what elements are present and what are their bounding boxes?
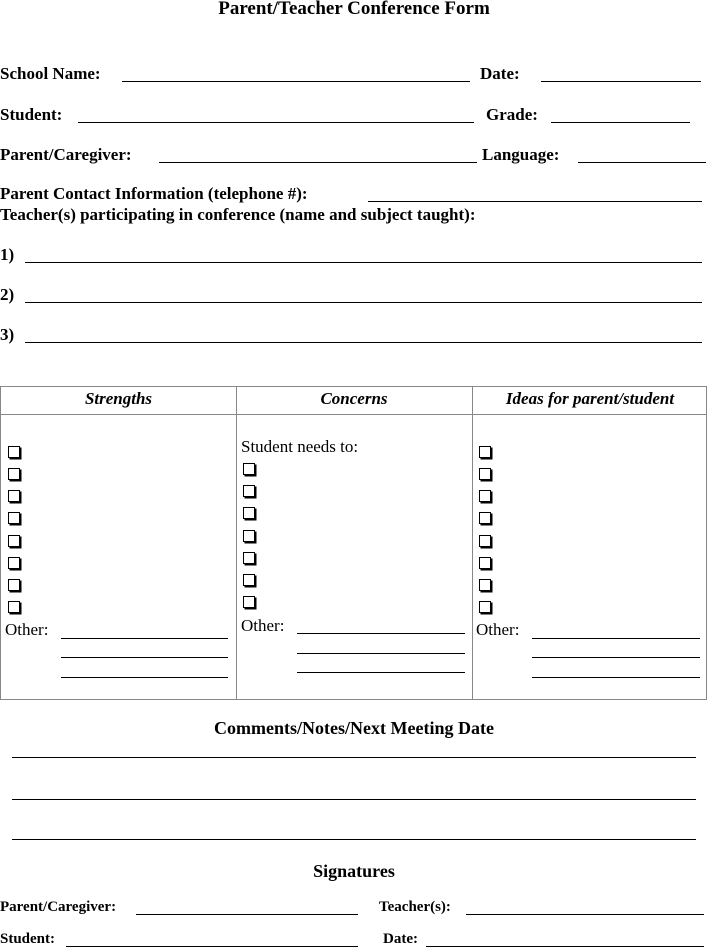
student-field[interactable]: [78, 122, 474, 123]
checkbox-icon[interactable]: [243, 507, 255, 519]
sig-teacher-field[interactable]: [466, 914, 704, 915]
comments-heading: Comments/Notes/Next Meeting Date: [214, 718, 494, 738]
sig-parent-label: Parent/Caregiver:: [0, 899, 117, 915]
parent-field[interactable]: [159, 162, 477, 163]
checkbox-icon[interactable]: [243, 596, 255, 608]
sig-student-field[interactable]: [66, 946, 358, 947]
column-divider: [236, 387, 237, 699]
ideas-other-line[interactable]: [532, 657, 700, 658]
strengths-other-line[interactable]: [61, 677, 228, 678]
concerns-other-line[interactable]: [297, 672, 465, 673]
checkbox-icon[interactable]: [479, 446, 491, 458]
ideas-other-line[interactable]: [532, 638, 700, 639]
page-title: Parent/Teacher Conference Form: [218, 0, 490, 19]
teacher-row-3-field[interactable]: [25, 342, 702, 343]
sig-parent-field[interactable]: [136, 914, 358, 915]
strengths-other-label: Other:: [5, 620, 49, 639]
checkbox-icon[interactable]: [243, 485, 255, 497]
checkbox-icon[interactable]: [8, 601, 20, 613]
checkbox-icon[interactable]: [8, 535, 20, 547]
teacher-row-1-field[interactable]: [25, 262, 702, 263]
parent-label: Parent/Caregiver:: [0, 145, 132, 164]
teacher-row-3-label: 3): [0, 325, 15, 344]
signatures-heading: Signatures: [313, 861, 395, 881]
checkbox-icon[interactable]: [8, 468, 20, 480]
header-ideas: Ideas for parent/student: [505, 389, 675, 408]
checkbox-icon[interactable]: [243, 574, 255, 586]
concerns-other-line[interactable]: [297, 653, 465, 654]
checkbox-icon[interactable]: [479, 557, 491, 569]
teacher-row-2-label: 2): [0, 285, 15, 304]
language-field[interactable]: [578, 162, 706, 163]
sig-student-label: Student:: [0, 931, 56, 947]
header-strengths: Strengths: [84, 389, 153, 408]
checkbox-icon[interactable]: [479, 579, 491, 591]
strengths-other-line[interactable]: [61, 657, 228, 658]
comments-line[interactable]: [12, 839, 696, 840]
checkbox-icon[interactable]: [8, 579, 20, 591]
checkbox-icon[interactable]: [479, 512, 491, 524]
teacher-row-2-field[interactable]: [25, 302, 702, 303]
checkbox-icon[interactable]: [479, 490, 491, 502]
comments-line[interactable]: [12, 757, 696, 758]
school-name-label: School Name:: [0, 64, 101, 83]
sig-date-field[interactable]: [426, 946, 704, 947]
checkbox-icon[interactable]: [8, 512, 20, 524]
contact-label: Parent Contact Information (telephone #):: [0, 184, 308, 203]
school-name-field[interactable]: [122, 81, 470, 82]
grade-label: Grade:: [486, 105, 538, 124]
sig-date-label: Date:: [383, 931, 418, 947]
strengths-other-line[interactable]: [61, 638, 228, 639]
checkbox-icon[interactable]: [243, 552, 255, 564]
checkbox-icon[interactable]: [8, 446, 20, 458]
checkbox-icon[interactable]: [479, 468, 491, 480]
concerns-other-label: Other:: [241, 616, 285, 635]
teachers-label: Teacher(s) participating in conference (name and subject taught):: [0, 205, 476, 224]
contact-field[interactable]: [368, 201, 702, 202]
column-divider: [472, 387, 473, 699]
ideas-other-label: Other:: [476, 620, 520, 639]
checkbox-icon[interactable]: [479, 535, 491, 547]
checkbox-icon[interactable]: [243, 463, 255, 475]
date-field[interactable]: [541, 81, 701, 82]
header-concerns: Concerns: [320, 389, 388, 408]
checkbox-icon[interactable]: [8, 490, 20, 502]
ideas-other-line[interactable]: [532, 677, 700, 678]
grade-field[interactable]: [551, 122, 690, 123]
header-divider: [1, 414, 706, 415]
sig-teacher-label: Teacher(s):: [379, 899, 451, 915]
checkbox-icon[interactable]: [8, 557, 20, 569]
student-label: Student:: [0, 105, 63, 124]
comments-line[interactable]: [12, 799, 696, 800]
checkbox-icon[interactable]: [479, 601, 491, 613]
conference-table: [0, 386, 707, 700]
checkbox-icon[interactable]: [243, 530, 255, 542]
concerns-intro: Student needs to:: [241, 437, 359, 456]
language-label: Language:: [482, 145, 560, 164]
concerns-other-line[interactable]: [297, 633, 465, 634]
date-label: Date:: [480, 64, 520, 83]
teacher-row-1-label: 1): [0, 245, 15, 264]
